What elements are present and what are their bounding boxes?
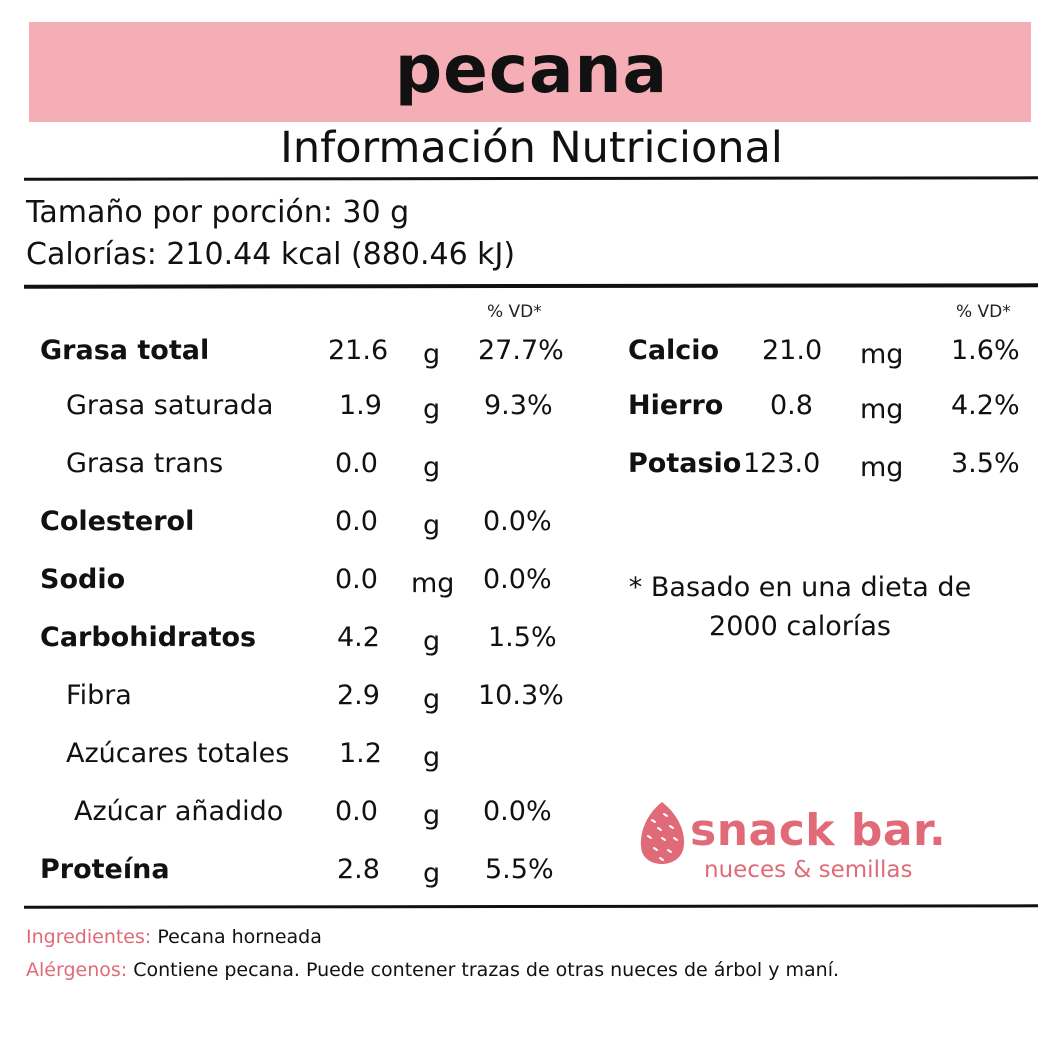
ingredients-line: [26, 925, 322, 949]
vd-header-left: % VD*: [487, 302, 542, 322]
calories: Calorías: 210.44 kcal (880.46 kJ): [26, 237, 516, 272]
nutrient-name: Carbohidratos: [40, 622, 257, 653]
vd-header-right: % VD*: [956, 302, 1011, 322]
nutrient-unit: mg: [860, 394, 904, 425]
rule-top: [24, 176, 1038, 180]
nutrient-vd: 0.0%: [483, 564, 552, 595]
allergens-line: [26, 958, 839, 982]
nutrient-vd: 5.5%: [485, 854, 554, 885]
ingredients-text: Pecana horneada: [157, 926, 322, 948]
nutrient-unit: g: [423, 800, 441, 831]
brand-tagline: nueces & semillas: [704, 857, 913, 883]
nutrient-unit: g: [423, 858, 441, 889]
nutrient-unit: g: [423, 684, 441, 715]
nutrient-unit: mg: [860, 339, 904, 370]
nutrient-value: 21.6: [328, 335, 389, 366]
nutrient-unit: g: [423, 452, 441, 483]
nutrient-name: Azúcar añadido: [74, 796, 284, 827]
nutrient-vd: 9.3%: [484, 390, 553, 421]
nutrient-unit: mg: [411, 568, 455, 599]
label-subtitle: Información Nutricional: [280, 123, 783, 173]
nutrient-vd: 3.5%: [951, 448, 1020, 479]
nutrient-name: Colesterol: [40, 506, 195, 537]
nutrient-name: Azúcares totales: [66, 738, 290, 769]
allergens-label: Alérgenos: [26, 959, 121, 981]
nutrient-value: 21.0: [762, 335, 823, 366]
allergens-sep: :: [120, 959, 134, 981]
rule-bottom: [24, 904, 1038, 908]
nutrient-name: Hierro: [628, 390, 724, 421]
ingredients-sep: :: [144, 926, 158, 948]
dv-footnote: * Basado en una dieta de 2000 calorías: [628, 572, 972, 642]
product-title: pecana: [394, 31, 669, 108]
nutrient-value: 0.0: [335, 796, 378, 827]
nutrient-value: 0.0: [335, 506, 378, 537]
nutrient-value: 4.2: [337, 622, 380, 653]
nutrient-unit: g: [423, 394, 441, 425]
nutrient-vd: 27.7%: [478, 335, 564, 366]
brand-name: snack bar.: [690, 805, 947, 856]
nutrient-value: 1.9: [339, 390, 382, 421]
nutrient-name: Sodio: [40, 564, 126, 595]
nutrient-value: 1.2: [339, 738, 382, 769]
nutrient-value: 2.8: [337, 854, 380, 885]
nutrient-name: Potasio: [628, 448, 742, 479]
ingredients-label: Ingredientes: [26, 926, 145, 948]
nutrient-unit: g: [423, 742, 441, 773]
nutrient-name: Grasa total: [40, 335, 210, 366]
nutrient-value: 0.8: [770, 390, 813, 421]
rule-serving: [24, 283, 1038, 288]
nutrient-unit: g: [423, 339, 441, 370]
nutrient-value: 0.0: [335, 564, 378, 595]
almond-icon: [636, 800, 688, 866]
brand-logo: [636, 800, 976, 890]
nutrient-name: Fibra: [66, 680, 132, 711]
serving-size: Tamaño por porción: 30 g: [26, 195, 410, 230]
nutrient-unit: g: [423, 626, 441, 657]
nutrient-name: Calcio: [628, 335, 720, 366]
nutrient-vd: 4.2%: [951, 390, 1020, 421]
nutrient-unit: g: [423, 510, 441, 541]
nutrient-name: Grasa trans: [66, 448, 224, 479]
nutrient-name: Grasa saturada: [66, 390, 274, 421]
nutrient-value: 2.9: [337, 680, 380, 711]
nutrient-unit: mg: [860, 452, 904, 483]
nutrient-value: 123.0: [743, 448, 821, 479]
nutrient-vd: 0.0%: [483, 506, 552, 537]
nutrient-name: Proteína: [40, 854, 170, 885]
nutrient-vd: 10.3%: [478, 680, 564, 711]
allergens-text: Contiene pecana. Puede contener trazas de otras nueces de árbol y maní.: [133, 959, 840, 981]
nutrient-vd: 1.6%: [951, 335, 1020, 366]
nutrient-vd: 1.5%: [488, 622, 557, 653]
nutrient-vd: 0.0%: [483, 796, 552, 827]
nutrient-value: 0.0: [335, 448, 378, 479]
